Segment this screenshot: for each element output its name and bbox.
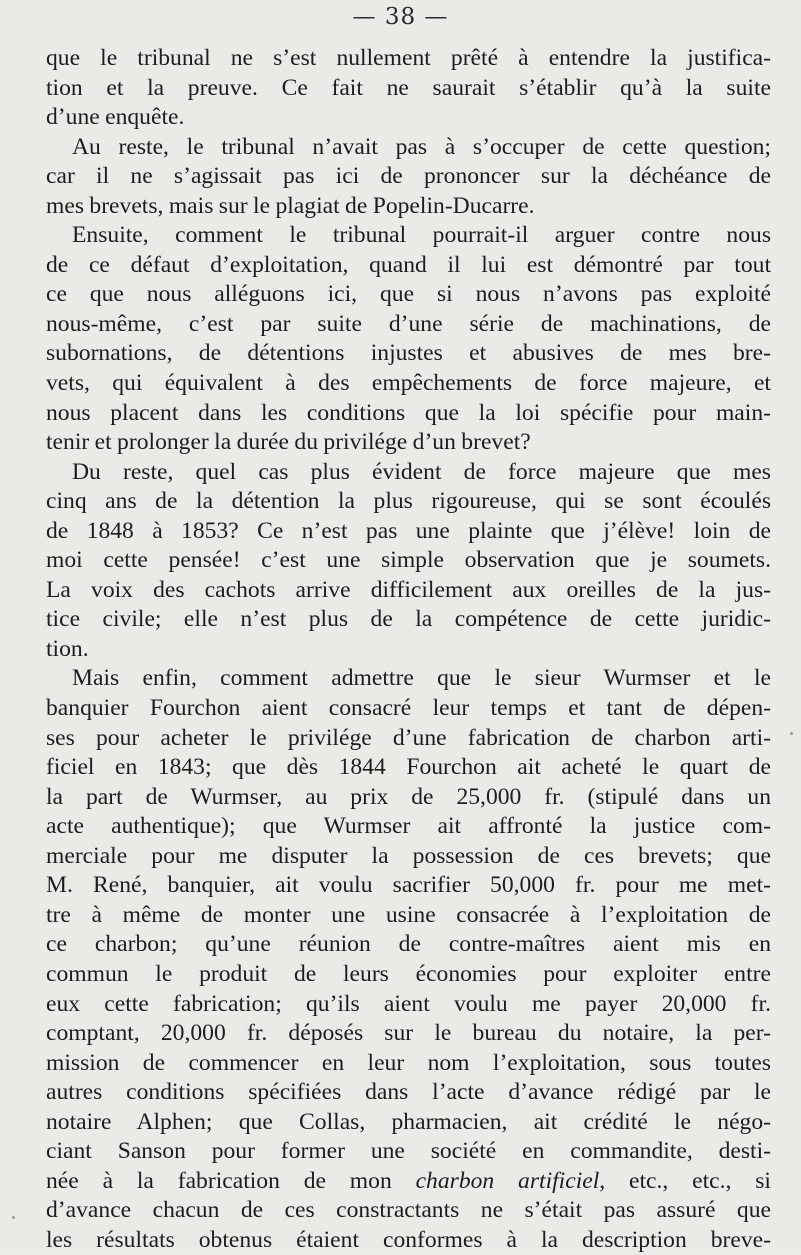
text-line: commun le produit de leurs économies pour exploiter entre xyxy=(46,960,771,987)
text-line: comptant, 20,000 fr. déposés sur le bureau du notaire, la per- xyxy=(46,1020,771,1047)
text-line: nous placent dans les conditions que la loi spécifie pour main- xyxy=(46,399,771,426)
text-line: M. René, banquier, ait voulu sacrifier 50,000 fr. pour me met- xyxy=(46,872,771,899)
text-line: ses pour acheter le privilége d’une fabrication de charbon arti- xyxy=(46,724,771,751)
text-line: ciant Sanson pour former une société en commandite, desti- xyxy=(46,1138,771,1165)
text-line: Mais enfin, comment admettre que le sieur Wurmser et le xyxy=(72,665,771,692)
body-text xyxy=(46,44,771,1255)
text-line: tion. xyxy=(46,635,89,662)
text-line: Au reste, le tribunal n’avait pas à s’occuper de cette question; xyxy=(72,133,771,160)
text-line: tre à même de monter une usine consacrée à l’exploitation de xyxy=(46,901,771,928)
text-line: car il ne s’agissait pas ici de prononcer sur la déchéance de xyxy=(46,163,771,190)
text-line: cinq ans de la détention la plus rigoureuse, qui se sont écoulés xyxy=(46,488,771,515)
text-line: notaire Alphen; que Collas, pharmacien, ait crédité le négo- xyxy=(46,1108,771,1135)
text-line: La voix des cachots arrive difficilement aux oreilles de la jus- xyxy=(46,576,771,603)
line-start: née à la fabrication de mon xyxy=(46,1167,416,1194)
text-line-with-italic xyxy=(46,1167,771,1197)
text-line: autres conditions spécifiées dans l’acte d’avance rédigé par le xyxy=(46,1079,771,1106)
text-line: acte authentique); que Wurmser ait affronté la justice com- xyxy=(46,813,771,840)
text-line: les résultats obtenus étaient conformes à la description breve- xyxy=(46,1226,771,1253)
text-line: tice civile; elle n’est plus de la compétence de cette juridic- xyxy=(46,606,771,633)
text-line: mes brevets, mais sur le plagiat de Popelin-Ducarre. xyxy=(46,192,535,219)
paper-speck xyxy=(790,732,793,735)
text-line: d’une enquête. xyxy=(46,104,185,131)
page-number: — 38 — xyxy=(352,4,449,30)
text-line: ficiel en 1843; que dès 1844 Fourchon ait acheté le quart de xyxy=(46,754,771,781)
text-line: Ensuite, comment le tribunal pourrait-il arguer contre nous xyxy=(72,222,771,249)
text-line: tion et la preuve. Ce fait ne saurait s’établir qu’à la suite xyxy=(46,74,771,101)
text-line: que le tribunal ne s’est nullement prêté à entendre la justifica- xyxy=(46,45,771,71)
text-line: merciale pour me disputer la possession de ces brevets; que xyxy=(46,842,771,869)
text-line: de ce défaut d’exploitation, quand il lui est démontré par tout xyxy=(46,251,771,278)
paper-speck xyxy=(12,1216,15,1219)
text-line: vets, qui équivalent à des empêchements de force majeure, et xyxy=(46,370,771,397)
text-line: eux cette fabrication; qu’ils aient voulu me payer 20,000 fr. xyxy=(46,990,771,1017)
text-line: d’avance chacun de ces constractants ne s’était pas assuré que xyxy=(46,1197,771,1224)
text-line: banquier Fourchon aient consacré leur temps et tant de dépen- xyxy=(46,695,771,722)
text-line: la part de Wurmser, au prix de 25,000 fr. (stipulé dans un xyxy=(46,783,771,810)
line-tail: , etc., etc., si xyxy=(599,1167,771,1194)
text-line: tenir et prolonger la durée du privilége d’un brevet? xyxy=(46,429,531,456)
text-line: nous-même, c’est par suite d’une série de machinations, de xyxy=(46,310,771,337)
text-line: subornations, de détentions injustes et abusives de mes bre- xyxy=(46,340,771,367)
text-line: de 1848 à 1853? Ce n’est pas une plainte que j’élève! loin de xyxy=(46,517,771,544)
text-line: moi cette pensée! c’est une simple observation que je soumets. xyxy=(46,547,771,574)
text-line: ce charbon; qu’une réunion de contre-maîtres aient mis en xyxy=(46,931,771,958)
text-line: mission de commencer en leur nom l’exploitation, sous toutes xyxy=(46,1049,771,1076)
text-line: ce que nous alléguons ici, que si nous n’avons pas exploité xyxy=(46,281,771,308)
text-line: Du reste, quel cas plus évident de force majeure que mes xyxy=(72,458,771,485)
italic-phrase: charbon artificiel xyxy=(415,1167,600,1194)
